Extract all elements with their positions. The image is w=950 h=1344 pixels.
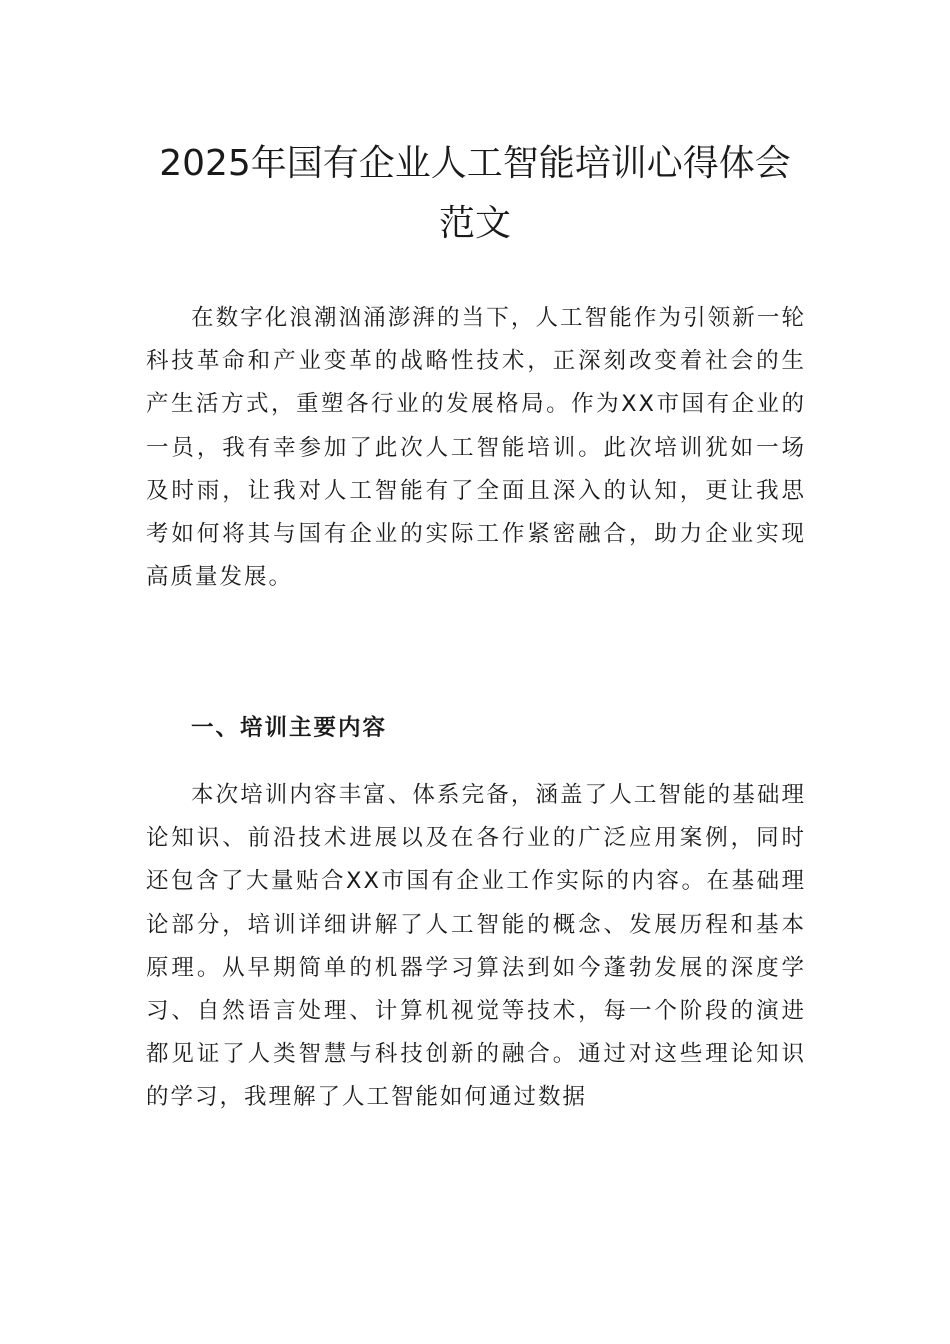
intro-paragraph: 在数字化浪潮汹涌澎湃的当下，人工智能作为引领新一轮科技革命和产业变革的战略性技术，正深刻改变着社会的生产生活方式，重塑各行业的发展格局。作为XX市国有企业的一员，我有幸参加了此次人工智能培训。此次培训犹如一场及时雨，让我对人工智能有了全面且深入的认知，更让我思考如何将其与国有企业的实际工作紧密融合，助力企业实现高质量发展。 <box>146 305 806 591</box>
section-heading: 一、培训主要内容 <box>191 715 388 741</box>
document-title: 2025年国有企业人工智能培训心得体会范文 <box>159 143 791 244</box>
section-paragraph: 本次培训内容丰富、体系完备，涵盖了人工智能的基础理论知识、前沿技术进展以及在各行业的广泛应用案例，同时还包含了大量贴合XX市国有企业工作实际的内容。在基础理论部分，培训详细讲解了人工智能的概念、发展历程和基本原理。从早期简单的机器学习算法到如今蓬勃发展的深度学习、自然语言处理、计算机视觉等技术，每一个阶段的演进都见证了人类智慧与科技创新的融合。通过对这些理论知识的学习，我理解了人工智能如何通过数据 <box>146 782 806 1111</box>
